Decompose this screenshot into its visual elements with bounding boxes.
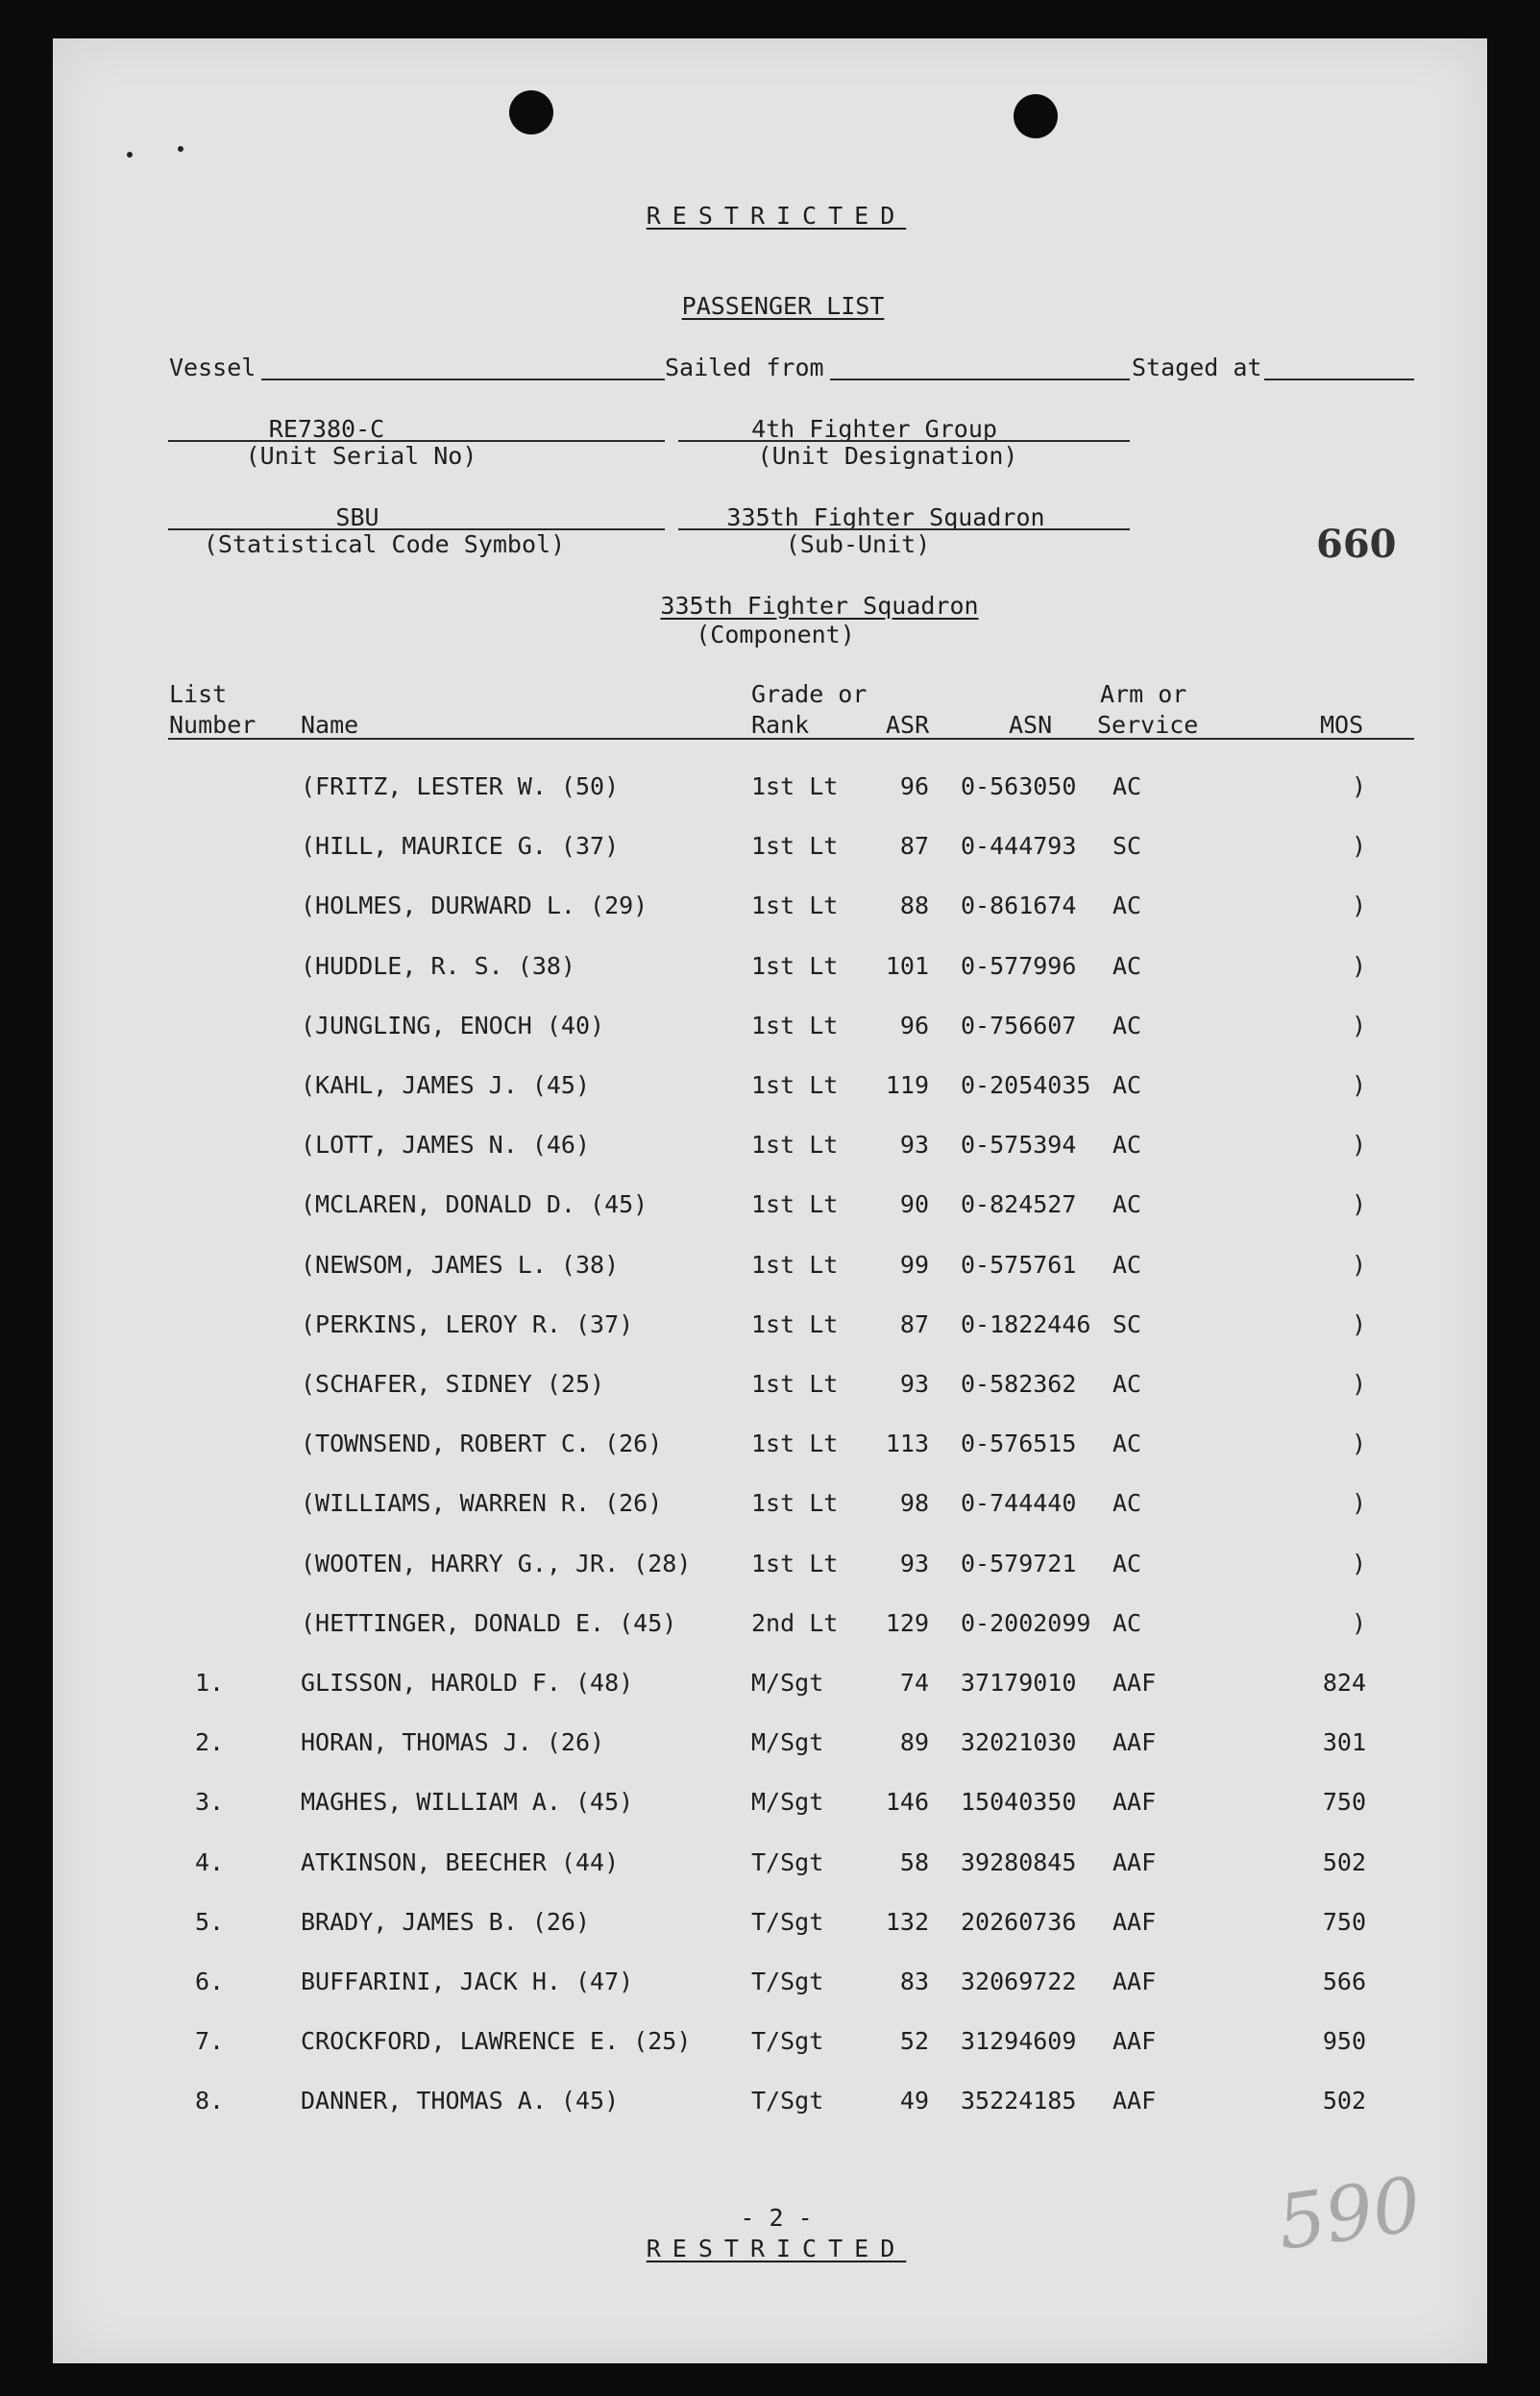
cell-asr: 146 — [885, 1788, 929, 1816]
cell-rank: 1st Lt — [751, 1071, 839, 1099]
punch-hole — [509, 90, 553, 134]
cell-mos: ) — [1351, 1550, 1366, 1577]
speck — [127, 152, 133, 158]
cell-name: HORAN, THOMAS J. (26) — [301, 1728, 605, 1756]
cell-arm: AC — [1112, 1430, 1142, 1457]
cell-asr: 74 — [899, 1669, 929, 1697]
unit-designation: 4th Fighter Group — [751, 415, 997, 443]
cell-num: 3. — [195, 1788, 225, 1816]
cell-name: (HETTINGER, DONALD E. (45) — [301, 1609, 677, 1637]
staged-label: Staged at — [1132, 354, 1262, 381]
cell-rank: M/Sgt — [751, 1728, 824, 1756]
cell-mos: ) — [1351, 1609, 1366, 1637]
component: 335th Fighter Squadron — [660, 592, 979, 620]
cell-asr: 101 — [885, 952, 929, 980]
vessel-blank — [261, 379, 665, 380]
cell-mos: 301 — [1322, 1728, 1366, 1756]
cell-asr: 52 — [899, 2027, 929, 2055]
cell-mos: 566 — [1322, 1968, 1366, 1995]
cell-asn: 0-744440 — [961, 1489, 1077, 1517]
cell-mos: ) — [1351, 1430, 1366, 1457]
cell-arm: AC — [1112, 1489, 1142, 1517]
cell-mos: ) — [1351, 1251, 1366, 1279]
cell-name: (KAHL, JAMES J. (45) — [301, 1071, 591, 1099]
cell-rank: 1st Lt — [751, 952, 839, 980]
cell-asn: 39280845 — [961, 1848, 1077, 1876]
cell-asr: 88 — [899, 892, 929, 919]
classification-header: RESTRICTED — [646, 202, 907, 230]
cell-asn: 0-861674 — [961, 892, 1077, 919]
cell-num: 7. — [195, 2027, 225, 2055]
cell-rank: M/Sgt — [751, 1669, 824, 1697]
cell-mos: 950 — [1322, 2027, 1366, 2055]
cell-mos: ) — [1351, 1131, 1366, 1159]
cell-asr: 93 — [899, 1131, 929, 1159]
cell-name: (HILL, MAURICE G. (37) — [301, 832, 620, 860]
cell-arm: AC — [1112, 892, 1142, 919]
cell-mos: 750 — [1322, 1788, 1366, 1816]
cell-asr: 93 — [899, 1370, 929, 1398]
cell-asr: 99 — [899, 1251, 929, 1279]
col-mos: MOS — [1320, 711, 1364, 739]
cell-asr: 129 — [885, 1609, 929, 1637]
cell-rank: T/Sgt — [751, 1908, 824, 1936]
cell-asn: 0-576515 — [961, 1430, 1077, 1457]
cell-asr: 96 — [899, 1012, 929, 1039]
cell-name: (WILLIAMS, WARREN R. (26) — [301, 1489, 663, 1517]
cell-name: BUFFARINI, JACK H. (47) — [301, 1968, 634, 1995]
cell-asr: 119 — [885, 1071, 929, 1099]
cell-asn: 20260736 — [961, 1908, 1077, 1936]
cell-mos: ) — [1351, 832, 1366, 860]
cell-asn: 32069722 — [961, 1968, 1077, 1995]
cell-name: MAGHES, WILLIAM A. (45) — [301, 1788, 634, 1816]
col-asr: ASR — [886, 711, 930, 739]
sub-unit: 335th Fighter Squadron — [726, 503, 1045, 531]
cell-asn: 0-582362 — [961, 1370, 1077, 1398]
unit-serial: RE7380-C — [268, 415, 385, 443]
classification-footer: RESTRICTED — [646, 2235, 907, 2262]
sailed-label: Sailed from — [665, 354, 824, 381]
cell-arm: AAF — [1112, 2087, 1157, 2115]
cell-rank: T/Sgt — [751, 1848, 824, 1876]
cell-asr: 89 — [899, 1728, 929, 1756]
cell-arm: AAF — [1112, 1908, 1157, 1936]
cell-mos: ) — [1351, 892, 1366, 919]
page-number: - 2 - — [740, 2204, 813, 2232]
cell-rank: T/Sgt — [751, 2087, 824, 2115]
cell-name: ATKINSON, BEECHER (44) — [301, 1848, 620, 1876]
cell-name: (MCLAREN, DONALD D. (45) — [301, 1190, 648, 1218]
cell-asn: 0-2002099 — [961, 1609, 1091, 1637]
cell-rank: 1st Lt — [751, 1190, 839, 1218]
cell-arm: AAF — [1112, 2027, 1157, 2055]
cell-mos: ) — [1351, 952, 1366, 980]
cell-rank: 1st Lt — [751, 1489, 839, 1517]
col-name: Name — [301, 711, 359, 739]
cell-arm: AC — [1112, 1071, 1142, 1099]
cell-mos: 502 — [1322, 1848, 1366, 1876]
punch-hole — [1014, 94, 1058, 138]
cell-rank: 1st Lt — [751, 1131, 839, 1159]
cell-name: CROCKFORD, LAWRENCE E. (25) — [301, 2027, 692, 2055]
cell-asn: 0-1822446 — [961, 1310, 1091, 1338]
cell-arm: AC — [1112, 772, 1142, 800]
cell-rank: M/Sgt — [751, 1788, 824, 1816]
cell-arm: AC — [1112, 952, 1142, 980]
cell-name: (HUDDLE, R. S. (38) — [301, 952, 575, 980]
cell-name: BRADY, JAMES B. (26) — [301, 1908, 591, 1936]
cell-arm: AC — [1112, 1550, 1142, 1577]
col-arm: Arm or — [1100, 680, 1187, 708]
cell-rank: 1st Lt — [751, 772, 839, 800]
unit-serial-caption: (Unit Serial No) — [245, 442, 477, 470]
cell-num: 2. — [195, 1728, 225, 1756]
cell-rank: T/Sgt — [751, 1968, 824, 1995]
cell-mos: 750 — [1322, 1908, 1366, 1936]
cell-asn: 0-579721 — [961, 1550, 1077, 1577]
cell-rank: 1st Lt — [751, 832, 839, 860]
cell-arm: AAF — [1112, 1788, 1157, 1816]
cell-asr: 98 — [899, 1489, 929, 1517]
vessel-label: Vessel — [169, 354, 257, 381]
cell-name: (PERKINS, LEROY R. (37) — [301, 1310, 634, 1338]
cell-mos: 502 — [1322, 2087, 1366, 2115]
cell-num: 5. — [195, 1908, 225, 1936]
speck — [178, 146, 183, 152]
cell-asn: 35224185 — [961, 2087, 1077, 2115]
cell-arm: SC — [1112, 832, 1142, 860]
cell-asn: 0-575761 — [961, 1251, 1077, 1279]
cell-asn: 0-824527 — [961, 1190, 1077, 1218]
cell-num: 8. — [195, 2087, 225, 2115]
col-number: Number — [169, 711, 257, 739]
cell-mos: ) — [1351, 772, 1366, 800]
code-symbol: SBU — [335, 503, 379, 531]
cell-name: (HOLMES, DURWARD L. (29) — [301, 892, 648, 919]
cell-rank: 1st Lt — [751, 1370, 839, 1398]
cell-asr: 132 — [885, 1908, 929, 1936]
cell-arm: AC — [1112, 1190, 1142, 1218]
cell-mos: ) — [1351, 1012, 1366, 1039]
cell-asn: 0-575394 — [961, 1131, 1077, 1159]
cell-name: (SCHAFER, SIDNEY (25) — [301, 1370, 605, 1398]
cell-mos: ) — [1351, 1071, 1366, 1099]
cell-rank: 1st Lt — [751, 1550, 839, 1577]
cell-asr: 96 — [899, 772, 929, 800]
cell-mos: ) — [1351, 1190, 1366, 1218]
cell-asr: 83 — [899, 1968, 929, 1995]
cell-rank: 1st Lt — [751, 1012, 839, 1039]
cell-asn: 15040350 — [961, 1788, 1077, 1816]
cell-asn: 0-756607 — [961, 1012, 1077, 1039]
sub-unit-caption: (Sub-Unit) — [785, 530, 931, 558]
stamp-number: 660 — [1316, 522, 1397, 567]
cell-arm: AC — [1112, 1251, 1142, 1279]
col-service: Service — [1097, 711, 1199, 739]
staged-blank — [1264, 379, 1414, 380]
pencil-note: 590 — [1272, 2162, 1427, 2267]
cell-mos: ) — [1351, 1489, 1366, 1517]
cell-arm: AC — [1112, 1370, 1142, 1398]
header-rule — [168, 738, 1414, 740]
cell-mos: ) — [1351, 1370, 1366, 1398]
cell-name: (NEWSOM, JAMES L. (38) — [301, 1251, 620, 1279]
unit-designation-caption: (Unit Designation) — [757, 442, 1018, 470]
cell-rank: 1st Lt — [751, 1430, 839, 1457]
cell-asr: 58 — [899, 1848, 929, 1876]
cell-name: GLISSON, HAROLD F. (48) — [301, 1669, 634, 1697]
cell-name: (TOWNSEND, ROBERT C. (26) — [301, 1430, 663, 1457]
cell-rank: 1st Lt — [751, 1310, 839, 1338]
cell-asr: 90 — [899, 1190, 929, 1218]
cell-num: 1. — [195, 1669, 225, 1697]
cell-arm: AAF — [1112, 1848, 1157, 1876]
cell-rank: 1st Lt — [751, 892, 839, 919]
sailed-blank — [830, 379, 1130, 380]
cell-asn: 37179010 — [961, 1669, 1077, 1697]
cell-name: (JUNGLING, ENOCH (40) — [301, 1012, 605, 1039]
cell-arm: AC — [1112, 1131, 1142, 1159]
cell-num: 4. — [195, 1848, 225, 1876]
cell-asn: 0-444793 — [961, 832, 1077, 860]
cell-arm: AC — [1112, 1609, 1142, 1637]
cell-mos: ) — [1351, 1310, 1366, 1338]
cell-asn: 31294609 — [961, 2027, 1077, 2055]
cell-asr: 93 — [899, 1550, 929, 1577]
col-asn: ASN — [1009, 711, 1053, 739]
cell-name: (FRITZ, LESTER W. (50) — [301, 772, 620, 800]
cell-num: 6. — [195, 1968, 225, 1995]
cell-rank: 1st Lt — [751, 1251, 839, 1279]
cell-arm: AAF — [1112, 1728, 1157, 1756]
cell-name: DANNER, THOMAS A. (45) — [301, 2087, 620, 2115]
cell-asr: 87 — [899, 832, 929, 860]
cell-arm: AC — [1112, 1012, 1142, 1039]
cell-rank: 2nd Lt — [751, 1609, 839, 1637]
cell-asn: 32021030 — [961, 1728, 1077, 1756]
col-grade: Grade or — [751, 680, 868, 708]
cell-rank: T/Sgt — [751, 2027, 824, 2055]
cell-asn: 0-563050 — [961, 772, 1077, 800]
cell-asr: 87 — [899, 1310, 929, 1338]
cell-asn: 0-2054035 — [961, 1071, 1091, 1099]
col-rank: Rank — [751, 711, 810, 739]
cell-arm: AAF — [1112, 1669, 1157, 1697]
cell-name: (WOOTEN, HARRY G., JR. (28) — [301, 1550, 692, 1577]
cell-asr: 49 — [899, 2087, 929, 2115]
cell-mos: 824 — [1322, 1669, 1366, 1697]
cell-name: (LOTT, JAMES N. (46) — [301, 1131, 591, 1159]
col-list: List — [169, 680, 228, 708]
page-title: PASSENGER LIST — [681, 292, 885, 320]
code-symbol-caption: (Statistical Code Symbol) — [203, 530, 566, 558]
cell-arm: AAF — [1112, 1968, 1157, 1995]
component-caption: (Component) — [696, 621, 855, 648]
cell-asn: 0-577996 — [961, 952, 1077, 980]
cell-arm: SC — [1112, 1310, 1142, 1338]
cell-asr: 113 — [885, 1430, 929, 1457]
